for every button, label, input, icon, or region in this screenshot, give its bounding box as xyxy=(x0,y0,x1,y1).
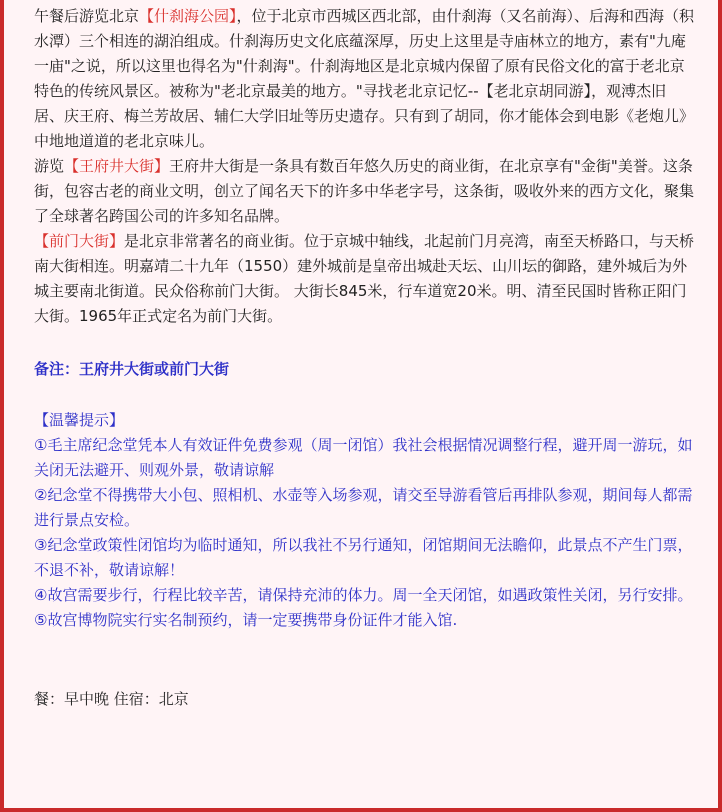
tips-section xyxy=(34,408,696,633)
paragraph-qianmen-body: 是北京非常著名的商业街。位于京城中轴线，北起前门月亮湾，南至天桥路口，与天桥南大街相连。明嘉靖二十九年（1550）建外城前是皇帝出城赴天坛、山川坛的御路，建外城后为外城主要南北街道。民众俗称前门大街。 大街长845米，行车道宽20米。明、清至民国时皆称正阳门大街。1965年正式定名为前门大街。 xyxy=(34,232,695,325)
tip-item: ①毛主席纪念堂凭本人有效证件免费参观（周一闭馆）我社会根据情况调整行程，避开周一游玩，如关闭无法避开、则观外景，敬请谅解 xyxy=(34,436,693,479)
note-text: 备注：王府井大街或前门大街 xyxy=(34,360,230,378)
paragraph-qianmen xyxy=(34,229,696,329)
highlight-qianmen: 【前门大街】 xyxy=(34,232,125,250)
paragraph-shichahai xyxy=(34,4,696,154)
paragraph-wangfujing-intro: 游览 xyxy=(34,157,65,175)
paragraph-wangfujing-body: 王府井大街是一条具有数百年悠久历史的商业街，在北京享有"金街"美誉。这条街，包容古老的商业文明，创立了闻名天下的许多中华老字号，这条街，吸收外来的西方文化，聚集了全球著名跨国公司的许多知名品牌。 xyxy=(34,157,695,225)
meal-lodging-info: 餐：早中晚 住宿：北京 xyxy=(34,690,189,708)
highlight-shichahai: 【什刹海公园】 xyxy=(139,7,237,25)
tip-item: ③纪念堂政策性闭馆均为临时通知，所以我社不另行通知，闭馆期间无法瞻仰，此景点不产生门票，不退不补，敬请谅解！ xyxy=(34,536,693,579)
paragraph-shichahai-body: ，位于北京市西城区西北部，由什刹海（又名前海）、后海和西海（积水潭）三个相连的湖泊组成。什刹海历史文化底蕴深厚，历史上这里是寺庙林立的地方，素有"九庵一庙"之说，所以这里也得名为"什刹海"。什刹海地区是北京城内保留了原有民俗文化的富于老北京特色的传统风景区。被称为"老北京最美的地方。"寻找老北京记忆--【老北京胡同游】，观溥杰旧居、庆王府、梅兰芳故居、辅仁大学旧址等历史遗存。只有到了胡同，你才能体会到电影《老炮儿》中地地道道的老北京味儿。 xyxy=(34,7,695,150)
tip-item: ④故宫需要步行，行程比较辛苦，请保持充沛的体力。周一全天闭馆，如遇政策性关闭，另行安排。 xyxy=(34,586,693,604)
tips-title: 【温馨提示】 xyxy=(34,411,125,429)
highlight-wangfujing: 【王府井大街】 xyxy=(64,157,170,175)
paragraph-wangfujing xyxy=(34,154,696,229)
tip-item: ⑤故宫博物院实行实名制预约，请一定要携带身份证件才能入馆. xyxy=(34,611,458,629)
paragraph-shichahai-intro: 午餐后游览北京 xyxy=(34,7,140,25)
itinerary-content xyxy=(34,4,696,712)
tip-item: ②纪念堂不得携带大小包、照相机、水壶等入场参观，请交至导游看管后再排队参观，期间每人都需进行景点安检。 xyxy=(34,486,693,529)
